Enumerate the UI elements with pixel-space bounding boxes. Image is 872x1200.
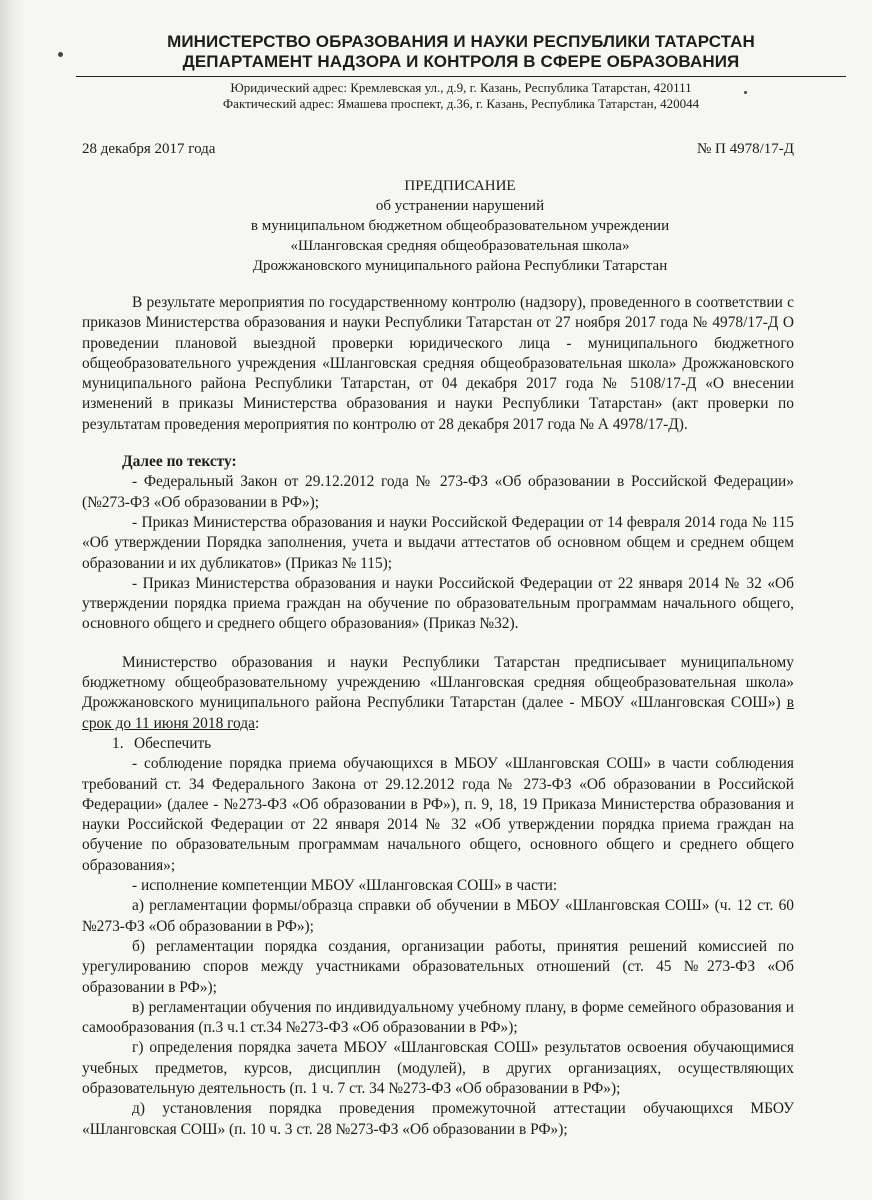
document-number: № П 4978/17-Д xyxy=(696,141,794,157)
reference-item: - Федеральный Закон от 29.12.2012 года № 273-ФЗ «Об образовании в Российской Федерации» (№273-ФЗ «Об образовании в РФ»); xyxy=(82,473,794,511)
sub-item: б) регламентации порядка создания, организации работы, принятия решений комиссией по урегулированию споров между участниками образовательных отношений (ст. 45 №273-ФЗ «Об образовании в РФ»); xyxy=(82,937,794,996)
sub-item: в) регламентации обучения по индивидуальному учебному плану, в форме семейного образования и самообразования (п.3 ч.1 ст.34 №273-ФЗ «Об образовании в РФ»); xyxy=(82,998,794,1037)
title-line: в муниципальном бюджетном общеобразовательном учреждении xyxy=(250,218,670,234)
prescription-text: Министерство образования и науки Республики Татарстан предписывает муниципальному бюджетному общеобразовательному учреждению «Шланговская средняя общеобразовательная школа» Дрожжановского муниципального района Республики Татарстан (далее - МБОУ «Шланговская СОШ») xyxy=(82,653,794,712)
further-heading: Далее по тексту: xyxy=(122,453,237,471)
sub-item: д) установления порядка проведения промежуточной аттестации обучающихся МБОУ «Шланговская СОШ» (п. 10 ч. 3 ст. 28 №273-ФЗ «Об образовании в РФ»); xyxy=(82,1100,794,1138)
document-body xyxy=(82,293,794,1140)
obligation-item: - исполнение компетенции МБОУ «Шланговская СОШ» в части: xyxy=(132,877,558,895)
scan-speck xyxy=(58,52,63,57)
document-title xyxy=(120,176,800,276)
list-item-1 xyxy=(82,734,794,754)
deadline-suffix: : xyxy=(254,714,260,732)
title-line: ПРЕДПИСАНИЕ xyxy=(404,178,516,194)
sub-item: г) определения порядка зачета МБОУ «Шланговская СОШ» результатов освоения обучающимися учебных предметов, курсов, дисциплин (модулей), в других организациях, осуществляющих образовательную деятельность (п. 1 ч. 7 ст. 34 №273-ФЗ «Об образовании в РФ»); xyxy=(82,1039,794,1097)
reference-item: - Приказ Министерства образования и науки Российской Федерации от 14 февраля 2014 года № 115 «Об утверждении Порядка заполнения, учета и выдачи аттестатов об основном общем и среднем общем образовании и их дубликатов» (Приказ № 115); xyxy=(82,513,794,572)
sub-item: а) регламентации формы/образца справки об обучении в МБОУ «Шланговская СОШ» (ч. 12 ст. 60 №273-ФЗ «Об образовании в РФ»); xyxy=(82,897,794,935)
letterhead xyxy=(76,32,846,112)
scan-shadow-edge xyxy=(0,0,26,1200)
title-line: Дрожжановского муниципального района Республики Татарстан xyxy=(252,258,668,274)
header-divider xyxy=(76,76,846,77)
title-line: «Шланговская средняя общеобразовательная школа» xyxy=(290,238,630,254)
obligation-item: - соблюдение порядка приема обучающихся в МБОУ «Шланговская СОШ» в части соблюдения требований ст. 34 Федерального Закона от 29.12.2012 года № 273-ФЗ «Об образовании в Российской Федерации» (далее - №273-ФЗ «Об образовании в РФ»), п. 9, 18, 19 Приказа Министерства образования и науки Российской Федерации от 22 января 2014 № 32 «Об утверждении порядка приема граждан на обучение по образовательным программам начального общего, основного общего и среднего общего образования»; xyxy=(82,755,794,874)
intro-paragraph: В результате мероприятия по государственному контролю (надзору), проведенного в соответствии с приказов Министерства образования и науки Республики Татарстан от 27 ноября 2017 года № 4978/17-Д О проведении плановой выездной проверки юридического лица - муниципального бюджетного общеобразовательного учреждения «Шланговская средняя общеобразовательная школа» Дрожжановского муниципального района Республики Татарстан, от 04 декабря 2017 года № 5108/17-Д «О внесении изменений в приказы Министерства образования и науки Республики Татарстан» (акт проверки по результатам проведения мероприятия по контролю от 28 декабря 2017 года № А 4978/17-Д). xyxy=(82,294,794,433)
document-date: 28 декабря 2017 года xyxy=(82,141,216,157)
reference-item: - Приказ Министерства образования и науки Российской Федерации от 22 января 2014 № 32 «Об утверждении порядка приема граждан на обучение по образовательным программам начального общего, основного общего и среднего общего образования» (Приказ №32). xyxy=(82,574,794,633)
list-number: 1. xyxy=(112,734,124,752)
legal-address: Юридический адрес: Кремлевская ул., д.9, г. Казань, Республика Татарстан, 420111 xyxy=(230,80,692,95)
title-line: об устранении нарушений xyxy=(375,198,545,214)
prescription-paragraph xyxy=(82,653,794,734)
deadline: в срок до 11 июня 2018 года xyxy=(82,694,794,732)
ministry-name: МИНИСТЕРСТВО ОБРАЗОВАНИЯ И НАУКИ РЕСПУБЛИКИ ТАТАРСТАН xyxy=(167,32,755,51)
department-name: ДЕПАРТАМЕНТ НАДЗОРА И КОНТРОЛЯ В СФЕРЕ ОБРАЗОВАНИЯ xyxy=(182,52,740,71)
actual-address: Фактический адрес: Ямашева проспект, д.36, г. Казань, Республика Татарстан, 420044 xyxy=(222,96,700,111)
list-label: Обеспечить xyxy=(134,734,212,752)
